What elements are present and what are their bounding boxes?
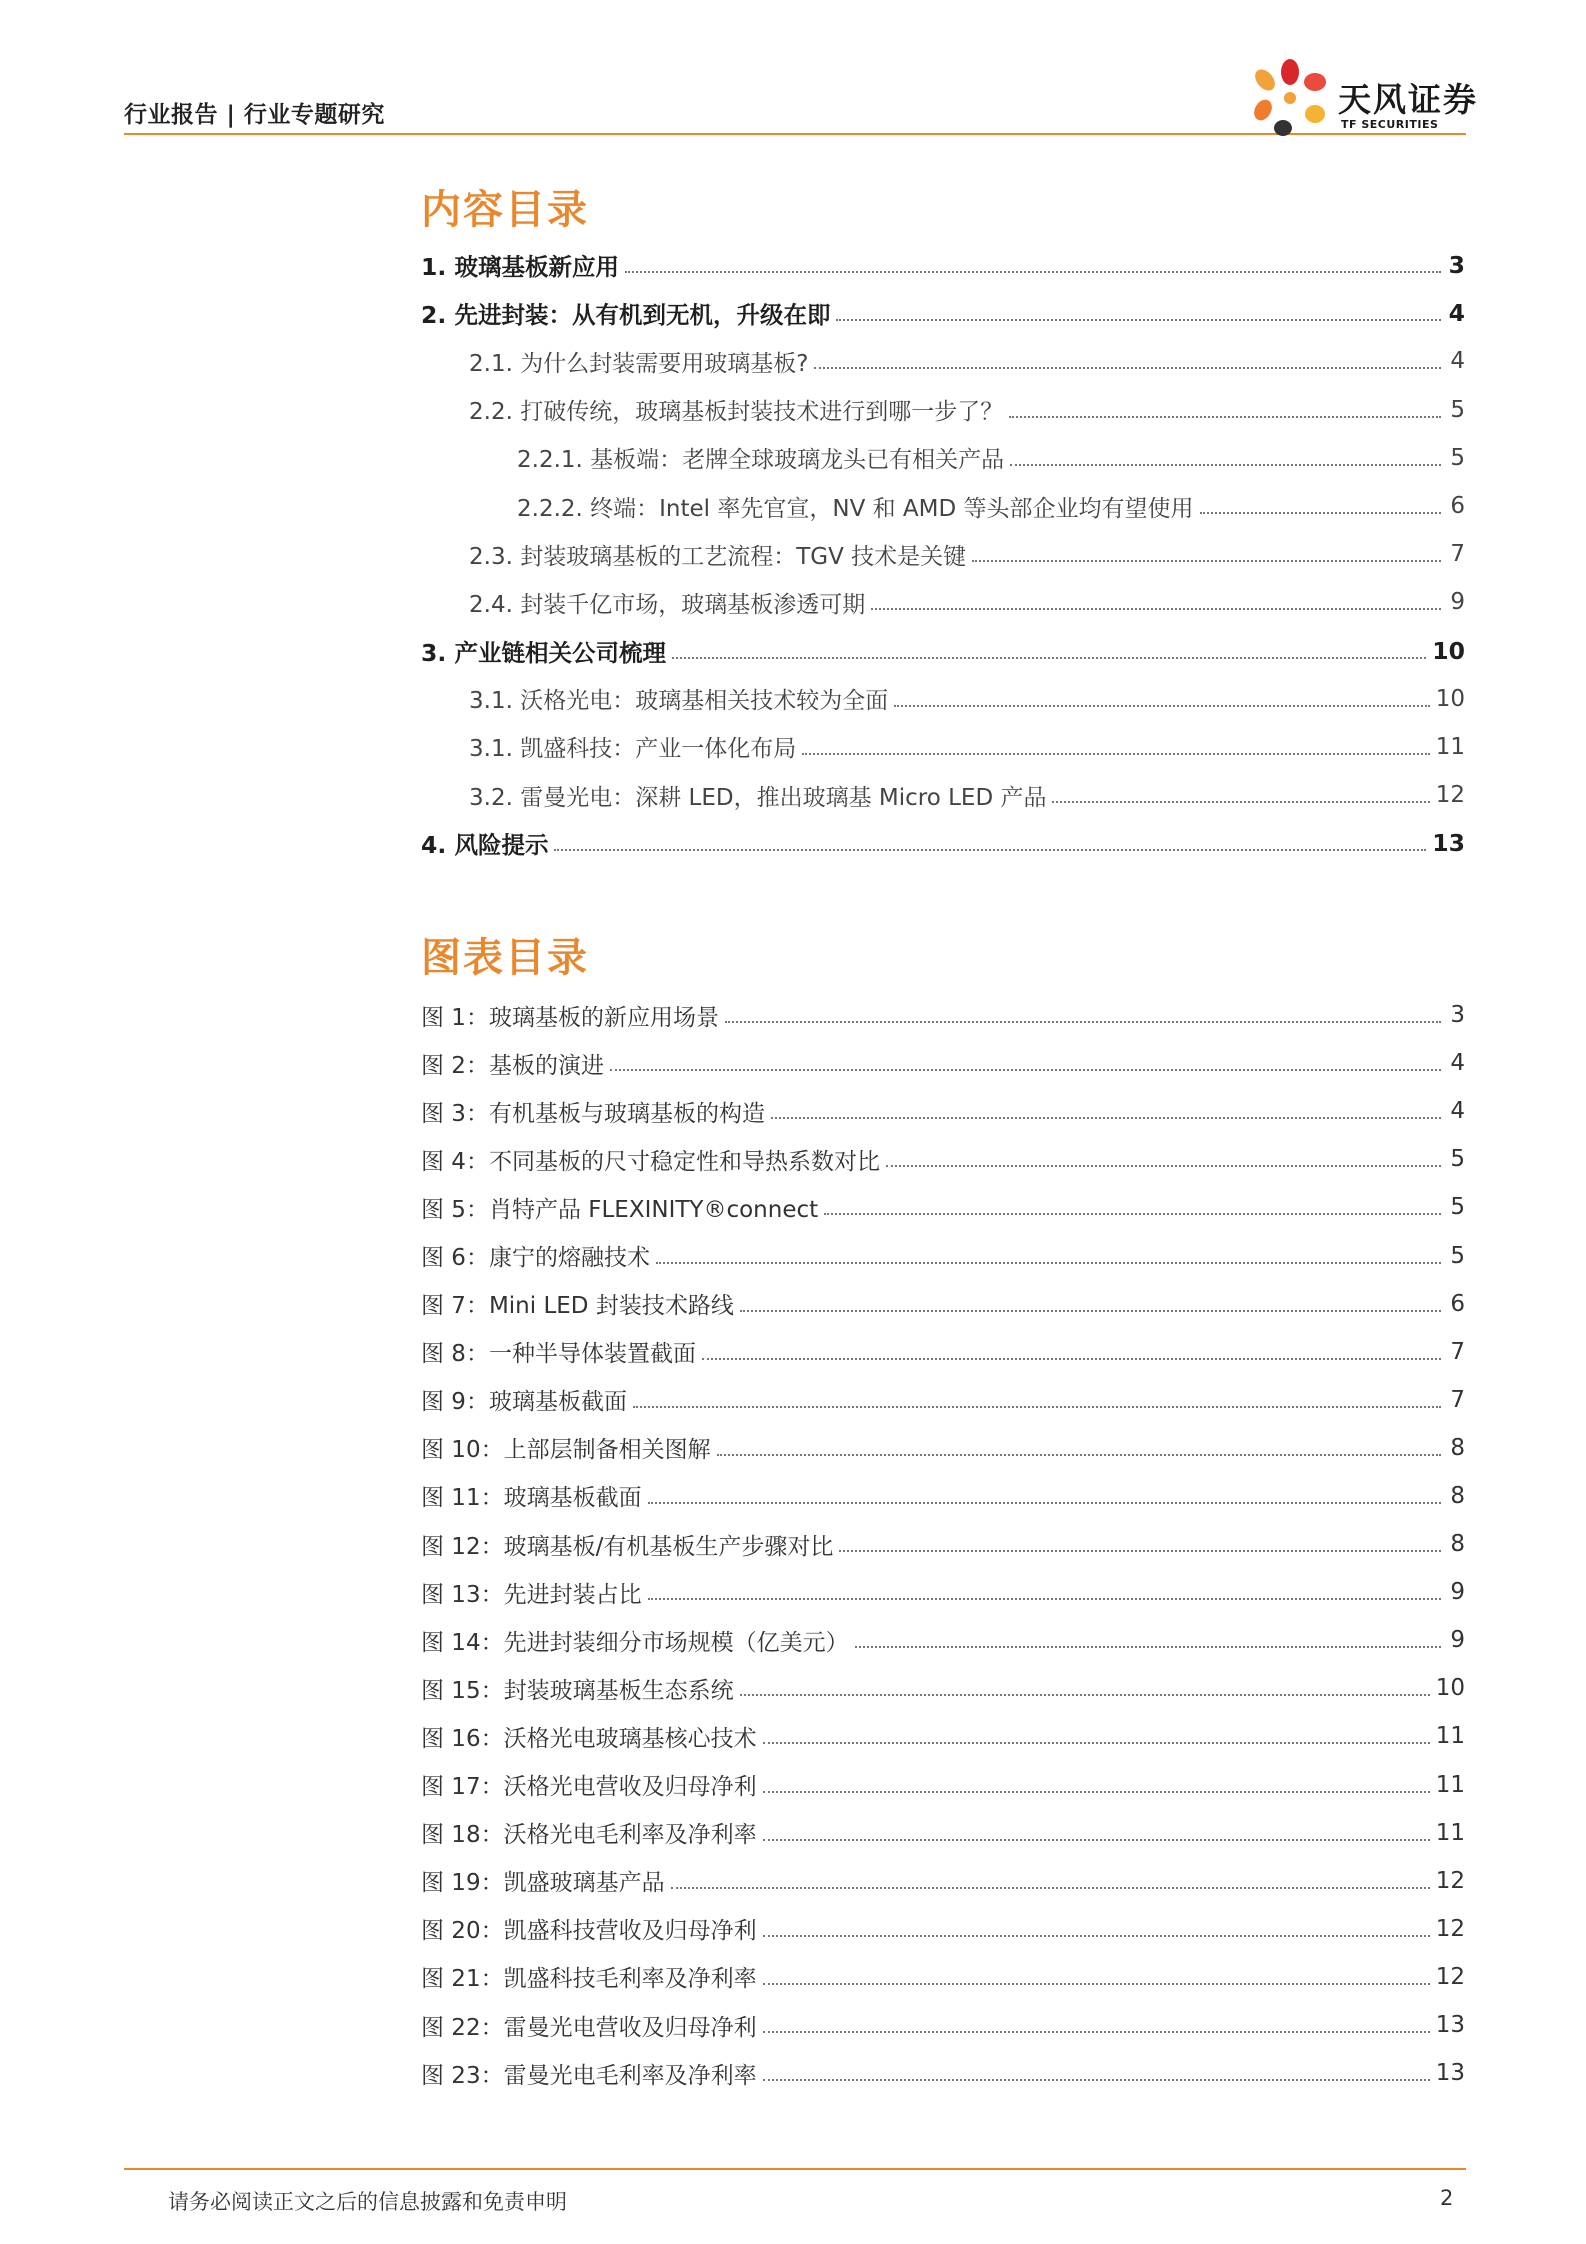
figure-entry[interactable] xyxy=(421,1231,1465,1279)
toc-entry[interactable] xyxy=(421,434,1465,482)
dot-leader xyxy=(610,1069,1441,1071)
figure-entry-page: 4 xyxy=(1450,1098,1465,1125)
figure-entry-page: 3 xyxy=(1450,1002,1465,1029)
toc-entry-text: 2.1. 为什么封装需要用玻璃基板? xyxy=(469,345,814,378)
figure-entry[interactable] xyxy=(421,1809,1465,1857)
toc-entry[interactable] xyxy=(421,482,1465,530)
toc-entry-text: 2.2. 打破传统，玻璃基板封装技术进行到哪一步了？ xyxy=(469,393,1009,426)
toc-entry-page: 12 xyxy=(1435,782,1465,809)
toc-entry-page: 4 xyxy=(1450,348,1465,375)
dot-leader xyxy=(740,1310,1441,1312)
dot-leader xyxy=(763,2031,1430,2033)
footer-divider xyxy=(124,2168,1466,2170)
figure-entry-text: 图 23：雷曼光电毛利率及净利率 xyxy=(421,2057,763,2090)
dot-leader xyxy=(802,753,1430,755)
dot-leader xyxy=(763,1983,1430,1985)
dot-leader xyxy=(702,1358,1441,1360)
figure-entry[interactable] xyxy=(421,1376,1465,1424)
company-logo xyxy=(1243,52,1478,142)
figure-entry[interactable] xyxy=(421,1761,1465,1809)
figure-entry-text: 图 12：玻璃基板/有机基板生产步骤对比 xyxy=(421,1528,839,1561)
flower-logo-icon xyxy=(1243,52,1338,142)
figure-entry-page: 9 xyxy=(1450,1627,1465,1654)
figure-entry-text: 图 13：先进封装占比 xyxy=(421,1576,648,1609)
toc-entry[interactable] xyxy=(421,386,1465,434)
figure-entry-page: 13 xyxy=(1435,2060,1465,2087)
dot-leader xyxy=(855,1646,1441,1648)
figure-list-title: 图表目录 xyxy=(421,935,589,981)
figure-entry-text: 图 19：凯盛玻璃基产品 xyxy=(421,1864,671,1897)
figure-entry[interactable] xyxy=(421,1905,1465,1953)
figure-entry-page: 8 xyxy=(1450,1482,1465,1509)
figure-entry-text: 图 1：玻璃基板的新应用场景 xyxy=(421,999,725,1032)
figure-entry-page: 11 xyxy=(1435,1723,1465,1750)
figure-entry[interactable] xyxy=(421,1857,1465,1905)
dot-leader xyxy=(656,1262,1441,1264)
figure-entry-page: 11 xyxy=(1435,1819,1465,1846)
figure-entry-page: 12 xyxy=(1435,1867,1465,1894)
dot-leader xyxy=(648,1502,1441,1504)
figure-entry-page: 9 xyxy=(1450,1579,1465,1606)
figure-entry-page: 8 xyxy=(1450,1434,1465,1461)
disclaimer-note: 请务必阅读正文之后的信息披露和免责申明 xyxy=(168,2190,567,2214)
figure-entry-text: 图 17：沃格光电营收及归母净利 xyxy=(421,1768,763,1801)
figure-entry-text: 图 14：先进封装细分市场规模（亿美元） xyxy=(421,1624,855,1657)
figure-entry[interactable] xyxy=(421,1328,1465,1376)
toc-entry-page: 10 xyxy=(1432,636,1465,665)
dot-leader xyxy=(1200,512,1441,514)
figure-entry-text: 图 3：有机基板与玻璃基板的构造 xyxy=(421,1095,771,1128)
dot-leader xyxy=(672,657,1426,659)
dot-leader xyxy=(717,1454,1441,1456)
dot-leader xyxy=(839,1550,1441,1552)
figure-entry[interactable] xyxy=(421,1520,1465,1568)
dot-leader xyxy=(836,319,1441,321)
dot-leader xyxy=(972,560,1441,562)
figure-entry-text: 图 18：沃格光电毛利率及净利率 xyxy=(421,1816,763,1849)
toc-entry-text: 2.3. 封装玻璃基板的工艺流程：TGV 技术是关键 xyxy=(469,538,972,571)
toc-entry-text: 3. 产业链相关公司梳理 xyxy=(421,634,672,668)
toc-entry[interactable] xyxy=(421,627,1465,675)
toc-entry[interactable] xyxy=(421,337,1465,385)
figure-entry-page: 12 xyxy=(1435,1915,1465,1942)
toc-entry-text: 3.1. 凯盛科技：产业一体化布局 xyxy=(469,730,802,763)
toc-entry-page: 6 xyxy=(1450,493,1465,520)
logo-english-name: TF SECURITIES xyxy=(1341,118,1439,131)
toc-entry-text: 2.2.1. 基板端：老牌全球玻璃龙头已有相关产品 xyxy=(517,441,1010,474)
toc-entry[interactable] xyxy=(421,723,1465,771)
dot-leader xyxy=(763,1839,1430,1841)
dot-leader xyxy=(886,1165,1441,1167)
dot-leader xyxy=(648,1598,1441,1600)
toc-entry-text: 3.1. 沃格光电：玻璃基相关技术较为全面 xyxy=(469,682,894,715)
toc-entry[interactable] xyxy=(421,675,1465,723)
figure-entry-page: 7 xyxy=(1450,1386,1465,1413)
toc-entry[interactable] xyxy=(421,771,1465,819)
figure-entry[interactable] xyxy=(421,1280,1465,1328)
toc-entry-page: 11 xyxy=(1435,733,1465,760)
toc-entry-page: 7 xyxy=(1450,541,1465,568)
toc-entry[interactable] xyxy=(421,530,1465,578)
figure-entry[interactable] xyxy=(421,991,1465,1039)
figure-entry-text: 图 5：肖特产品 FLEXINITY®connect xyxy=(421,1191,824,1224)
report-category-label: 行业报告 | 行业专题研究 xyxy=(124,102,385,128)
toc-entry-page: 5 xyxy=(1450,396,1465,423)
dot-leader xyxy=(763,1791,1430,1793)
figure-entry[interactable] xyxy=(421,1424,1465,1472)
figure-entry-page: 8 xyxy=(1450,1531,1465,1558)
dot-leader xyxy=(1052,801,1429,803)
toc-entry-page: 3 xyxy=(1448,251,1465,280)
figure-entry-page: 10 xyxy=(1435,1675,1465,1702)
toc-list xyxy=(421,241,1465,867)
figure-entry-text: 图 16：沃格光电玻璃基核心技术 xyxy=(421,1720,763,1753)
figure-entry[interactable] xyxy=(421,1039,1465,1087)
dot-leader xyxy=(763,2079,1430,2081)
toc-entry-text: 2.4. 封装千亿市场，玻璃基板渗透可期 xyxy=(469,586,871,619)
toc-entry-page: 9 xyxy=(1450,589,1465,616)
toc-entry[interactable] xyxy=(421,289,1465,337)
figure-entry[interactable] xyxy=(421,2049,1465,2097)
figure-entry-page: 7 xyxy=(1450,1338,1465,1365)
figure-entry-page: 5 xyxy=(1450,1242,1465,1269)
dot-leader xyxy=(554,849,1426,851)
toc-entry[interactable] xyxy=(421,819,1465,867)
figure-entry[interactable] xyxy=(421,1472,1465,1520)
dot-leader xyxy=(894,705,1430,707)
figure-entry[interactable] xyxy=(421,1664,1465,1712)
figure-entry[interactable] xyxy=(421,1183,1465,1231)
figure-entry-page: 6 xyxy=(1450,1290,1465,1317)
figure-entry-page: 12 xyxy=(1435,1963,1465,1990)
figure-entry-text: 图 22：雷曼光电营收及归母净利 xyxy=(421,2009,763,2042)
figure-entry[interactable] xyxy=(421,1087,1465,1135)
dot-leader xyxy=(725,1021,1441,1023)
toc-entry-page: 4 xyxy=(1448,299,1465,328)
figure-entry[interactable] xyxy=(421,1135,1465,1183)
toc-entry[interactable] xyxy=(421,578,1465,626)
toc-entry-page: 13 xyxy=(1432,829,1465,858)
dot-leader xyxy=(1009,416,1441,418)
toc-entry-text: 1. 玻璃基板新应用 xyxy=(421,248,625,282)
toc-entry-text: 2.2.2. 终端：Intel 率先官宣，NV 和 AMD 等头部企业均有望使用 xyxy=(517,490,1200,523)
figure-entry-text: 图 2：基板的演进 xyxy=(421,1047,610,1080)
figure-list xyxy=(421,991,1465,2097)
toc-entry-page: 10 xyxy=(1435,685,1465,712)
toc-entry[interactable] xyxy=(421,241,1465,289)
figure-entry-text: 图 6：康宁的熔融技术 xyxy=(421,1239,656,1272)
figure-entry[interactable] xyxy=(421,1568,1465,1616)
toc-entry-text: 4. 风险提示 xyxy=(421,826,554,860)
figure-entry-text: 图 7：Mini LED 封装技术路线 xyxy=(421,1287,740,1320)
figure-entry[interactable] xyxy=(421,2001,1465,2049)
page-number: 2 xyxy=(1440,2186,1454,2210)
figure-entry-text: 图 11：玻璃基板截面 xyxy=(421,1479,648,1512)
dot-leader xyxy=(740,1694,1430,1696)
figure-entry-page: 5 xyxy=(1450,1146,1465,1173)
dot-leader xyxy=(871,608,1441,610)
dot-leader xyxy=(771,1117,1441,1119)
dot-leader xyxy=(625,271,1441,273)
figure-entry-text: 图 15：封装玻璃基板生态系统 xyxy=(421,1672,740,1705)
dot-leader xyxy=(1010,464,1441,466)
dot-leader xyxy=(763,1742,1430,1744)
toc-title: 内容目录 xyxy=(421,187,589,233)
toc-entry-page: 5 xyxy=(1450,444,1465,471)
dot-leader xyxy=(824,1213,1441,1215)
figure-entry-page: 13 xyxy=(1435,2012,1465,2039)
dot-leader xyxy=(763,1935,1430,1937)
figure-entry-page: 11 xyxy=(1435,1771,1465,1798)
figure-entry-text: 图 8：一种半导体装置截面 xyxy=(421,1335,702,1368)
figure-entry-text: 图 20：凯盛科技营收及归母净利 xyxy=(421,1912,763,1945)
figure-entry-text: 图 4：不同基板的尺寸稳定性和导热系数对比 xyxy=(421,1143,886,1176)
dot-leader xyxy=(814,367,1441,369)
figure-entry-text: 图 9：玻璃基板截面 xyxy=(421,1383,633,1416)
dot-leader xyxy=(633,1406,1441,1408)
figure-entry[interactable] xyxy=(421,1616,1465,1664)
figure-entry-page: 4 xyxy=(1450,1050,1465,1077)
figure-entry-page: 5 xyxy=(1450,1194,1465,1221)
toc-entry-text: 3.2. 雷曼光电：深耕 LED，推出玻璃基 Micro LED 产品 xyxy=(469,779,1052,812)
dot-leader xyxy=(671,1887,1430,1889)
figure-entry[interactable] xyxy=(421,1953,1465,2001)
figure-entry[interactable] xyxy=(421,1712,1465,1760)
figure-entry-text: 图 10：上部层制备相关图解 xyxy=(421,1431,717,1464)
logo-chinese-name: 天风证券 xyxy=(1338,80,1478,119)
toc-entry-text: 2. 先进封装：从有机到无机，升级在即 xyxy=(421,296,836,330)
figure-entry-text: 图 21：凯盛科技毛利率及净利率 xyxy=(421,1960,763,1993)
